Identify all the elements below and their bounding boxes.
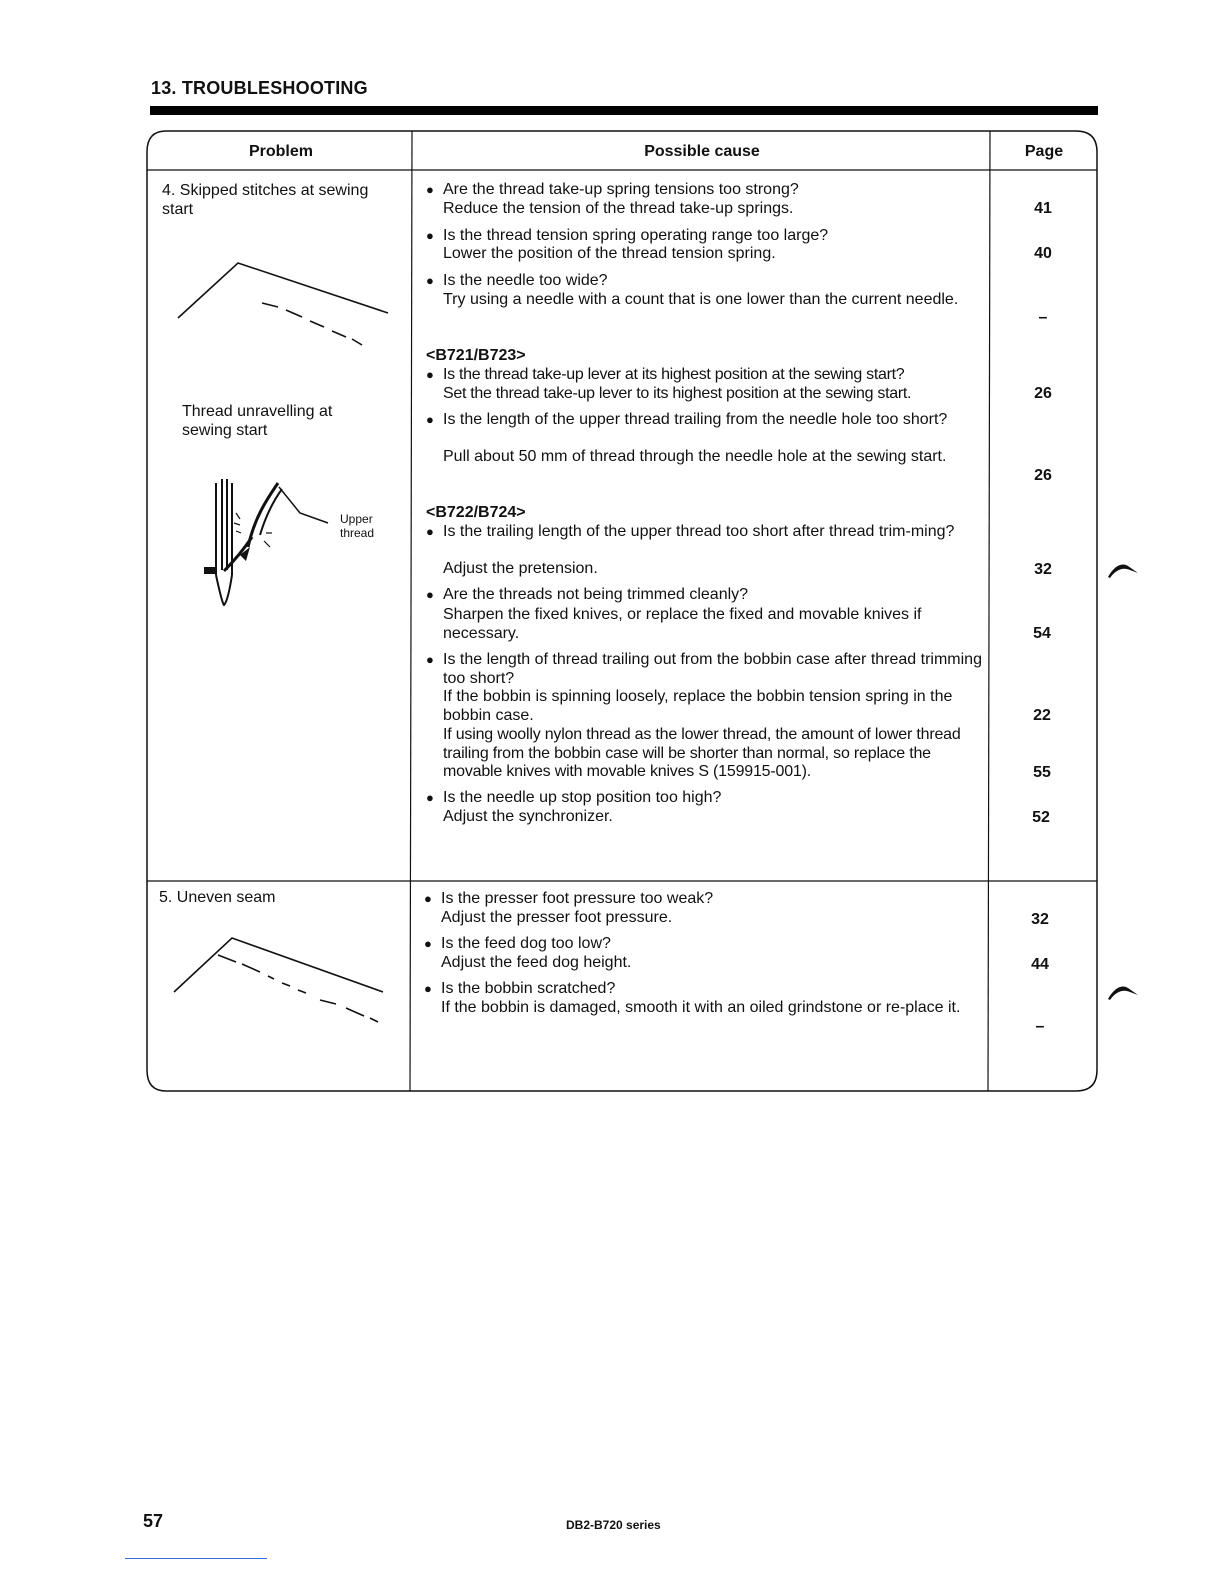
column-header-problem: Problem (248, 143, 313, 160)
page-ref: 41 (1034, 200, 1052, 217)
model-label: <B721/B723> (426, 347, 526, 364)
cause-question: Is the thread tension spring operating range too large? (443, 227, 829, 244)
page-ref: 32 (1031, 911, 1049, 928)
cause-question: Is the length of thread trailing out from the bobbin case after thread trimming too short? (443, 651, 982, 687)
cause-answer: Reduce the tension of the thread take-up springs. (443, 200, 794, 217)
page-ref: 22 (1033, 707, 1051, 724)
cause-answer: If the bobbin is spinning loosely, replace the bobbin tension spring in the bobbin case. (443, 688, 953, 724)
heading-rule (150, 106, 1098, 115)
cause-answer: Try using a needle with a count that is one lower than the current needle. (443, 291, 959, 308)
page-ref: 32 (1034, 561, 1052, 578)
bullet-icon: ● (426, 367, 434, 382)
column-header-page: Page (1024, 143, 1064, 160)
margin-mark-icon (1106, 982, 1142, 1002)
page-ref: 26 (1034, 467, 1052, 484)
skipped-stitch-diagram (170, 255, 395, 355)
bullet-icon: ● (426, 652, 434, 667)
page-ref: 44 (1031, 956, 1049, 973)
needle-thread-diagram (200, 475, 350, 610)
cause-note: If using woolly nylon thread as the lower thread, the amount of lower thread trailing from the bobbin case will be shorter than normal, so replace the movable knives with movable knives S (159915-001). (443, 726, 961, 780)
bullet-icon: ● (426, 228, 434, 243)
page-number: 57 (143, 1511, 164, 1531)
bullet-icon: ● (426, 273, 434, 288)
page-ref: 54 (1033, 625, 1051, 642)
page-ref: 26 (1034, 385, 1052, 402)
page-ref: 55 (1033, 764, 1051, 781)
model-label: <B722/B724> (426, 504, 526, 521)
bullet-icon: ● (426, 524, 434, 539)
bullet-icon: ● (424, 981, 432, 996)
page-ref: 52 (1032, 809, 1050, 826)
bullet-icon: ● (426, 587, 434, 602)
cause-answer: Adjust the synchronizer. (443, 808, 613, 825)
cause-question: Is the needle up stop position too high? (443, 789, 722, 806)
uneven-seam-diagram (168, 930, 393, 1030)
cause-question: Is the feed dog too low? (441, 935, 611, 952)
bullet-icon: ● (424, 936, 432, 951)
page-ref: – (1038, 309, 1048, 326)
page-heading: 13. TROUBLESHOOTING (151, 78, 368, 98)
problem-4-title: 4. Skipped stitches at sewing start (162, 182, 369, 218)
cause-answer: Adjust the feed dog height. (441, 954, 632, 971)
bullet-icon: ● (426, 412, 434, 427)
cause-question: Is the trailing length of the upper thread too short after thread trim-ming? (443, 523, 955, 540)
page-ref: 40 (1034, 245, 1052, 262)
page-ref: – (1035, 1018, 1045, 1035)
cause-answer: Adjust the presser foot pressure. (441, 909, 673, 926)
cause-question: Is the needle too wide? (443, 272, 608, 289)
problem-4-subtitle: Thread unravelling at sewing start (182, 403, 333, 439)
cause-question: Is the length of the upper thread trailing from the needle hole too short? (443, 411, 948, 428)
cause-question: Are the thread take-up spring tensions too strong? (443, 181, 799, 198)
cause-answer: Lower the position of the thread tension spring. (443, 245, 776, 262)
cause-question: Is the presser foot pressure too weak? (441, 890, 714, 907)
cause-question: Is the bobbin scratched? (441, 980, 616, 997)
cause-question: Are the threads not being trimmed cleanly? (443, 586, 749, 603)
bullet-icon: ● (424, 891, 432, 906)
cause-answer: If the bobbin is damaged, smooth it with an oiled grindstone or re-place it. (441, 999, 961, 1016)
margin-mark-icon (1106, 560, 1142, 580)
cause-answer: Set the thread take-up lever to its highest position at the sewing start. (443, 385, 912, 402)
cause-answer: Sharpen the fixed knives, or replace the fixed and movable knives if necessary. (443, 606, 922, 642)
cause-answer: Adjust the pretension. (443, 560, 598, 577)
upper-thread-label: Upper thread (340, 512, 375, 540)
bottom-rule (125, 1558, 267, 1559)
bullet-icon: ● (426, 790, 434, 805)
column-header-cause: Possible cause (644, 143, 760, 160)
problem-5-title: 5. Uneven seam (159, 889, 276, 906)
series-label: DB2-B720 series (566, 1518, 661, 1532)
cause-question: Is the thread take-up lever at its highest position at the sewing start? (443, 366, 905, 383)
cause-answer: Pull about 50 mm of thread through the needle hole at the sewing start. (443, 448, 947, 465)
bullet-icon: ● (426, 182, 434, 197)
